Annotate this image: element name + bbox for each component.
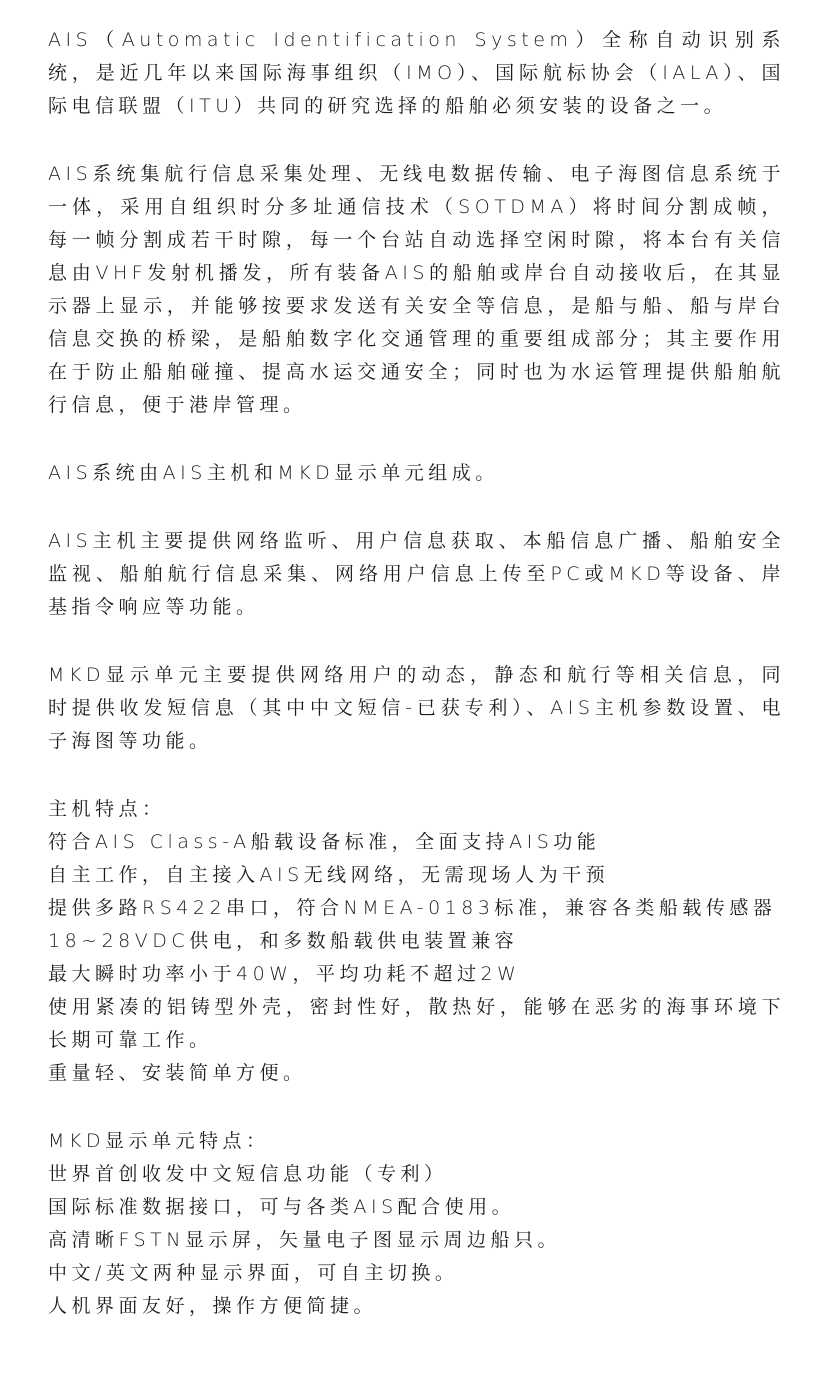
mkd-feature-chinese-sms: 世界首创收发中文短信息功能（专利） — [48, 1163, 448, 1185]
mkd-feature-friendly-ui: 人机界面友好，操作方便简捷。 — [48, 1295, 378, 1317]
paragraph-mkd-functions: MKD显示单元主要提供网络用户的动态，静态和航行等相关信息，同时提供收发短信息（其中中文短信-已获专利）、AIS主机参数设置、电子海图等功能。 — [48, 664, 785, 752]
mkd-feature-fstn-display: 高清晰FSTN显示屏，矢量电子图显示周边船只。 — [48, 1229, 561, 1251]
host-feature-class-a: 符合AIS Class-A船载设备标准，全面支持AIS功能 — [48, 831, 601, 853]
host-features-section — [48, 793, 785, 1090]
host-features-title: 主机特点： — [48, 798, 166, 820]
mkd-feature-bilingual-ui: 中文/英文两种显示界面，可自主切换。 — [48, 1262, 459, 1284]
paragraph-ais-definition: AIS（Automatic Identification System）全称自动识别系统，是近几年以来国际海事组织（IMO）、国际航标协会（IALA）、国际电信联盟（ITU）共同的研究选择的船舶必须安装的设备之一。 — [48, 29, 785, 117]
host-feature-rs422: 提供多路RS422串口，符合NMEA-0183标准，兼容各类船载传感器 — [48, 897, 777, 919]
mkd-features-section — [48, 1125, 785, 1323]
mkd-feature-standard-interface: 国际标准数据接口，可与各类AIS配合使用。 — [48, 1196, 516, 1218]
paragraph-ais-host-functions: AIS主机主要提供网络监听、用户信息获取、本船信息广播、船舶安全监视、船舶航行信息采集、网络用户信息上传至PC或MKD等设备、岸基指令响应等功能。 — [48, 530, 785, 618]
mkd-features-title: MKD显示单元特点： — [48, 1130, 270, 1152]
paragraph-ais-composition: AIS系统由AIS主机和MKD显示单元组成。 — [48, 462, 499, 484]
host-feature-enclosure: 使用紧凑的铝铸型外壳，密封性好，散热好，能够在恶劣的海事环境下长期可靠工作。 — [48, 996, 785, 1051]
host-feature-lightweight: 重量轻、安装简单方便。 — [48, 1062, 307, 1084]
host-feature-power-supply: 18~28VDC供电，和多数船载供电装置兼容 — [48, 930, 519, 952]
host-feature-power-consumption: 最大瞬时功率小于40W，平均功耗不超过2W — [48, 963, 521, 985]
paragraph-ais-system-overview: AIS系统集航行信息采集处理、无线电数据传输、电子海图信息系统于一体，采用自组织时分多址通信技术（SOTDMA）将时间分割成帧，每一帧分割成若干时隙，每一个台站自动选择空闲时隙，将本台有关信息由VHF发射机播发，所有装备AIS的船舶或岸台自动接收后，在其显示器上显示，并能够按要求发送有关安全等信息，是船与船、船与岸台信息交换的桥梁，是船舶数字化交通管理的重要组成部分；其主要作用在于防止船舶碰撞、提高水运交通安全；同时也为水运管理提供船舶航行信息，便于港岸管理。 — [48, 163, 785, 416]
host-feature-autonomous: 自主工作，自主接入AIS无线网络，无需现场人为干预 — [48, 864, 610, 886]
